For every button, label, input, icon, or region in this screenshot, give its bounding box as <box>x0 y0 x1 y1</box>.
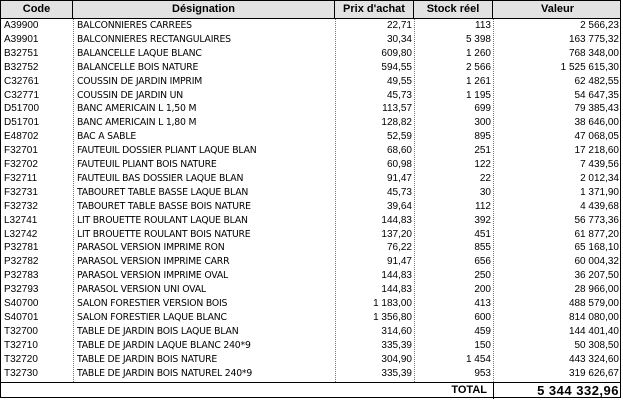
cell-code: L32742 <box>4 228 38 240</box>
cell-code: A39900 <box>4 20 39 31</box>
cell-designation: LIT BROUETTE ROULANT BOIS NATURE <box>77 228 251 240</box>
cell-code: P32782 <box>4 256 39 268</box>
cell-valeur: 7 439,56 <box>580 159 619 170</box>
table-header <box>1 1 620 19</box>
cell-prix-achat: 304,90 <box>381 353 412 365</box>
cell-prix-achat: 335,39 <box>381 367 412 379</box>
cell-stock-reel: 1 195 <box>465 89 491 101</box>
cell-valeur: 47 068,05 <box>574 131 619 143</box>
cell-prix-achat: 137,20 <box>381 228 412 240</box>
cell-prix-achat: 594,55 <box>381 61 412 73</box>
table-row[interactable] <box>1 298 622 310</box>
cell-stock-reel: 413 <box>474 298 491 309</box>
cell-designation: BALCONNIERES RECTANGULAIRES <box>77 33 231 45</box>
cell-designation: PARASOL VERSION IMPRIME CARR <box>77 256 230 268</box>
cell-code: B32751 <box>4 47 39 59</box>
cell-designation: TABLE DE JARDIN BOIS LAQUE BLAN <box>77 325 239 337</box>
cell-valeur: 17 218,60 <box>574 145 619 157</box>
cell-code: D51701 <box>4 117 40 129</box>
cell-designation: BANC AMERICAIN L 1,80 M <box>77 117 197 129</box>
cell-prix-achat: 609,80 <box>381 47 412 59</box>
cell-code: P32781 <box>4 242 39 254</box>
cell-prix-achat: 39,64 <box>386 200 412 212</box>
cell-valeur: 50 308,50 <box>574 339 619 351</box>
cell-stock-reel: 895 <box>474 131 491 143</box>
cell-code: T32700 <box>4 325 38 337</box>
table-row[interactable] <box>1 187 622 199</box>
cell-prix-achat: 68,60 <box>386 145 412 157</box>
cell-designation: SALON FORESTIER LAQUE BLANC <box>77 311 227 323</box>
cell-valeur: 61 877,20 <box>574 228 619 240</box>
cell-designation: BANC AMERICAIN L 1,50 M <box>77 103 197 115</box>
table-row[interactable] <box>1 48 622 60</box>
cell-designation: COUSSIN DE JARDIN UN <box>77 89 184 101</box>
cell-prix-achat: 45,73 <box>386 89 412 101</box>
cell-code: F32711 <box>4 172 38 184</box>
cell-code: P32793 <box>4 284 39 296</box>
cell-stock-reel: 5 398 <box>465 33 491 45</box>
cell-code: E48702 <box>4 131 39 143</box>
cell-valeur: 319 626,67 <box>568 367 619 379</box>
table-row[interactable] <box>1 368 622 380</box>
table-row[interactable] <box>1 20 622 32</box>
cell-prix-achat: 113,57 <box>382 103 412 115</box>
cell-prix-achat: 144,83 <box>381 270 412 282</box>
column-header-designation[interactable]: Désignation <box>73 1 335 18</box>
cell-code: T32720 <box>4 353 38 365</box>
cell-prix-achat: 335,39 <box>381 339 412 351</box>
cell-code: L32741 <box>4 214 38 226</box>
cell-designation: TABOURET TABLE BASSE LAQUE BLAN <box>77 186 249 198</box>
cell-designation: PARASOL VERSION IMPRIME RON <box>77 242 225 254</box>
table-row[interactable] <box>1 256 622 268</box>
cell-stock-reel: 113 <box>475 20 491 31</box>
column-header-valeur[interactable]: Valeur <box>540 3 575 15</box>
cell-stock-reel: 1 260 <box>465 47 491 59</box>
cell-prix-achat: 1 356,80 <box>373 311 412 323</box>
cell-valeur: 36 207,50 <box>574 270 619 282</box>
cell-prix-achat: 91,47 <box>386 172 412 184</box>
cell-designation: FAUTEUIL PLIANT BOIS NATURE <box>77 159 217 170</box>
cell-code: B32752 <box>4 61 39 73</box>
cell-stock-reel: 2 566 <box>465 61 491 73</box>
cell-prix-achat: 30,34 <box>386 33 412 45</box>
cell-stock-reel: 200 <box>474 284 491 296</box>
cell-valeur: 1 371,90 <box>580 186 619 198</box>
cell-stock-reel: 656 <box>474 256 491 268</box>
column-header-code[interactable]: Code <box>1 1 73 18</box>
cell-prix-achat: 314,60 <box>381 325 412 337</box>
cell-valeur: 768 348,00 <box>568 47 619 59</box>
table-row[interactable] <box>1 215 622 227</box>
cell-code: F32702 <box>4 159 38 170</box>
table-row[interactable] <box>1 159 622 171</box>
cell-stock-reel: 112 <box>475 200 491 212</box>
cell-stock-reel: 451 <box>474 228 491 240</box>
column-header-stock-reel[interactable]: Stock réel <box>414 1 493 18</box>
cell-valeur: 2 566,23 <box>580 20 619 31</box>
table-row[interactable] <box>1 312 622 324</box>
cell-designation: TABOURET TABLE BASSE BOIS NATURE <box>77 200 251 212</box>
cell-valeur: 62 482,55 <box>574 75 619 87</box>
cell-code: F32701 <box>4 145 38 157</box>
cell-code: A39901 <box>4 33 39 45</box>
cell-valeur: 65 168,10 <box>574 242 619 254</box>
cell-code: S40700 <box>4 298 39 309</box>
table-body <box>1 19 622 382</box>
cell-code: T32710 <box>4 339 38 351</box>
table-row[interactable] <box>1 284 622 296</box>
cell-stock-reel: 22 <box>479 172 491 184</box>
cell-code: T32730 <box>4 367 38 379</box>
cell-code: F32732 <box>4 200 38 212</box>
cell-prix-achat: 144,83 <box>381 284 412 296</box>
table-row[interactable] <box>1 76 622 88</box>
table-row[interactable] <box>1 145 622 157</box>
cell-designation: BALANCELLE LAQUE BLANC <box>77 47 202 59</box>
table-row[interactable] <box>1 201 622 213</box>
cell-valeur: 163 775,32 <box>568 33 619 45</box>
cell-designation: PARASOL VERSION UNI OVAL <box>77 284 206 296</box>
cell-valeur: 443 324,60 <box>568 353 619 365</box>
cell-stock-reel: 459 <box>474 325 491 337</box>
cell-designation: TABLE DE JARDIN LAQUE BLANC 240*9 <box>77 339 251 351</box>
cell-valeur: 56 773,36 <box>574 214 619 226</box>
table-row[interactable] <box>1 173 622 185</box>
table-row[interactable] <box>1 229 622 241</box>
cell-prix-achat: 45,73 <box>386 186 412 198</box>
table-row[interactable] <box>1 354 622 366</box>
cell-valeur: 144 401,40 <box>568 325 619 337</box>
cell-prix-achat: 60,98 <box>386 159 412 170</box>
cell-valeur: 79 385,43 <box>574 103 619 115</box>
cell-stock-reel: 699 <box>474 103 491 115</box>
cell-prix-achat: 1 183,00 <box>373 298 412 309</box>
cell-prix-achat: 128,82 <box>381 117 412 129</box>
cell-valeur: 1 525 615,30 <box>560 61 619 73</box>
cell-valeur: 60 004,32 <box>574 256 619 268</box>
cell-designation: BAC A SABLE <box>77 131 137 143</box>
cell-prix-achat: 144,83 <box>381 214 412 226</box>
cell-valeur: 28 966,00 <box>574 284 619 296</box>
cell-code: C32771 <box>4 89 40 101</box>
table-row[interactable] <box>1 90 622 102</box>
table-row[interactable] <box>1 326 622 338</box>
total-label: TOTAL <box>451 384 487 396</box>
cell-prix-achat: 22,71 <box>386 20 412 31</box>
total-value: 5 344 332,96 <box>493 382 622 399</box>
cell-prix-achat: 52,59 <box>386 131 412 143</box>
cell-valeur: 814 080,00 <box>568 311 619 323</box>
column-header-prix-achat[interactable]: Prix d'achat <box>335 1 414 18</box>
cell-code: P32783 <box>4 270 39 282</box>
cell-stock-reel: 953 <box>474 367 491 379</box>
cell-stock-reel: 150 <box>474 339 491 351</box>
table-row[interactable] <box>1 117 622 129</box>
cell-valeur: 4 439,68 <box>580 200 619 212</box>
cell-code: C32761 <box>4 75 40 87</box>
table-row[interactable] <box>1 340 622 352</box>
cell-stock-reel: 251 <box>474 145 491 157</box>
table-row[interactable] <box>1 62 622 74</box>
table-row[interactable] <box>1 270 622 282</box>
cell-stock-reel: 30 <box>479 186 491 198</box>
cell-prix-achat: 91,47 <box>386 256 412 268</box>
cell-designation: TABLE DE JARDIN BOIS NATUREL 240*9 <box>77 367 253 379</box>
cell-stock-reel: 250 <box>474 270 491 282</box>
table-row[interactable] <box>1 242 622 254</box>
cell-designation: BALCONNIERES CARREES <box>77 20 192 31</box>
cell-prix-achat: 76,22 <box>386 242 412 254</box>
cell-stock-reel: 600 <box>474 311 491 323</box>
table-row[interactable] <box>1 131 622 143</box>
cell-code: D51700 <box>4 103 40 115</box>
cell-designation: SALON FORESTIER VERSION BOIS <box>77 298 228 309</box>
cell-stock-reel: 392 <box>474 214 491 226</box>
cell-code: S40701 <box>4 311 39 323</box>
cell-stock-reel: 122 <box>474 159 491 170</box>
cell-stock-reel: 300 <box>474 117 491 129</box>
cell-valeur: 2 012,34 <box>580 172 619 184</box>
cell-stock-reel: 855 <box>474 242 491 254</box>
cell-code: F32731 <box>4 186 38 198</box>
cell-designation: FAUTEUIL DOSSIER PLIANT LAQUE BLAN <box>77 145 257 157</box>
cell-designation: COUSSIN DE JARDIN IMPRIM <box>77 75 203 87</box>
table-row[interactable] <box>1 34 622 46</box>
cell-stock-reel: 1 454 <box>465 353 491 365</box>
cell-designation: BALANCELLE BOIS NATURE <box>77 61 199 73</box>
cell-valeur: 38 646,00 <box>574 117 619 129</box>
cell-designation: FAUTEUIL BAS DOSSIER LAQUE BLAN <box>77 172 244 184</box>
table-row[interactable] <box>1 103 622 115</box>
cell-prix-achat: 49,55 <box>386 75 412 87</box>
cell-designation: LIT BROUETTE ROULANT LAQUE BLAN <box>77 214 248 226</box>
cell-stock-reel: 1 261 <box>465 75 491 87</box>
cell-designation: TABLE DE JARDIN BOIS NATURE <box>77 353 218 365</box>
cell-designation: PARASOL VERSION IMPRIME OVAL <box>77 270 229 282</box>
cell-valeur: 54 647,35 <box>574 89 619 101</box>
cell-valeur: 488 579,00 <box>568 298 619 309</box>
